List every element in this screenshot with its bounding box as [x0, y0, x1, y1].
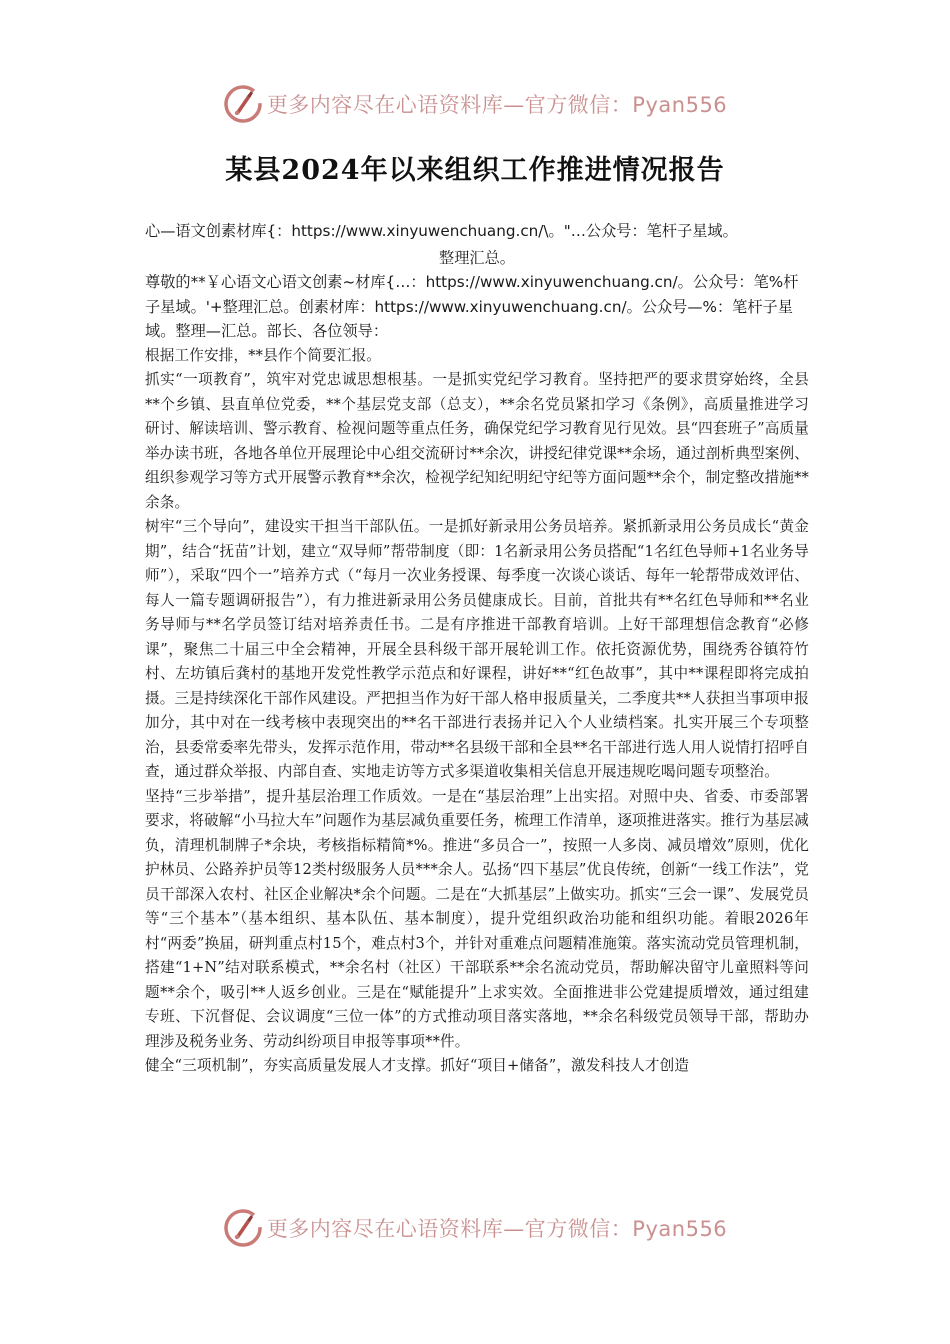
ink-brush-logo-icon [223, 84, 263, 124]
paragraph-opening: 根据工作安排，**县作个简要汇报。 [145, 346, 382, 364]
header-banner-text: 更多内容尽在心语资料库—官方微信：Pyan556 [266, 93, 728, 117]
paragraph-talent: 健全“三项机制”，夯实高质量发展人才支撑。抓好“项目+储备”，激发科技人才创造 [145, 1057, 690, 1074]
page-title: 某县2024年以来组织工作推进情况报告 [225, 155, 725, 186]
intro-line-1: 心—语文创素材库{：https://www.xinyuwenchuang.cn/\。"…公众号：笔杆子星域。 [145, 222, 738, 240]
intro-line-2: 整理汇总。 [439, 248, 515, 267]
footer-banner [0, 1206, 950, 1250]
footer-banner-text: 更多内容尽在心语资料库—官方微信：Pyan556 [266, 1217, 728, 1241]
intro-line-3: 尊敬的**￥心语文心语文创素~材库{…：https://www.xinyuwenchuang.cn/。公众号：笔%杆子星域。'+整理汇总。创素材库：https://www.xinyuwenchuang.cn/。公众号—%：笔杆子星域。整理—汇总。部长、各位领导： [145, 273, 799, 340]
ink-brush-logo-icon [223, 1208, 263, 1248]
paragraph-grassroots: 坚持“三步举措”，提升基层治理工作质效。一是在“基层治理”上出实招。对照中央、省委、市委部署要求，将破解“小马拉大车”问题作为基层减负重要任务，梳理工作清单，逐项推进落实。推行为基层减负，清理机制牌子*余块，考核指标精简*%。推进“多员合一”，按照一人多岗、减员增效”原则，优化护林员、公路养护员等12类村级服务人员***余人。弘扬“四下基层”优良传统，创新“一线工作法”，党员干部深入农村、社区企业解决*余个问题。二是在“大抓基层”上做实功。抓实“三会一课”、发展党员等“三个基本”（基本组织、基本队伍、基本制度），提升党组织政治功能和组织功能。着眼2026年村“两委”换届，研判重点村15个，难点村3个，并针对重难点问题精准施策。落实流动党员管理机制，搭建“1+N”结对联系模式，**余名村（社区）干部联系**余名流动党员，帮助解决留守儿童照料等问题**余个，吸引**人返乡创业。三是在“赋能提升”上求实效。全面推进非公党建提质增效，通过组建专班、下沉督促、会议调度“三位一体”的方式推动项目落实落地，**余名科级党员领导干部，帮助办理涉及税务业务、劳动纠纷项目申报等事项**件。 [145, 787, 809, 1050]
header-banner [0, 82, 950, 126]
paragraph-cadre-team: 树牢“三个导向”，建设实干担当干部队伍。一是抓好新录用公务员培养。紧抓新录用公务员成长“黄金期”，结合“抚苗”计划，建立“双导师”帮带制度（即：1名新录用公务员搭配“1名红色导师+1名业务导师”），采取“四个一”培养方式（“每月一次业务授课、每季度一次谈心谈话、每年一轮帮带成效评估、每人一篇专题调研报告”），有力推进新录用公务员健康成长。目前，首批共有**名红色导师和**名业务导师与**名学员签订结对培养责任书。二是有序推进干部教育培训。上好干部理想信念教育“必修课”，聚焦二十届三中全会精神，开展全县科级干部开展轮训工作。依托资源优势，围绕秀谷镇符竹村、左坊镇后龚村的基地开发党性教学示范点和好课程，讲好**“红色故事”，其中**课程即将完成拍摄。三是持续深化干部作风建设。严把担当作为好干部人格申报质量关，二季度共**人获担当事项申报加分，其中对在一线考核中表现突出的**名干部进行表扬并记入个人业绩档案。扎实开展三个专项整治，县委常委率先带头，发挥示范作用，带动**名县级干部和全县**名干部进行选人用人说情打招呼自查，通过群众举报、内部自查、实地走访等方式多渠道收集相关信息开展违规吃喝问题专项整治。 [145, 518, 809, 780]
paragraph-education: 抓实“一项教育”，筑牢对党忠诚思想根基。一是抓实党纪学习教育。坚持把严的要求贯穿始终，全县**个乡镇、县直单位党委，**个基层党支部（总支），**余名党员紧扣学习《条例》，高质量推进学习研讨、解读培训、警示教育、检视问题等重点任务，确保党纪学习教育见行见效。县“四套班子”高质量举办读书班，各地各单位开展理论中心组交流研讨**余次，讲授纪律党课**余场，通过剖析典型案例、组织参观学习等方式开展警示教育**余次，检视学纪知纪明纪守纪等方面问题**余个，制定整改措施**余条。 [145, 371, 809, 511]
document-body [145, 219, 809, 1079]
